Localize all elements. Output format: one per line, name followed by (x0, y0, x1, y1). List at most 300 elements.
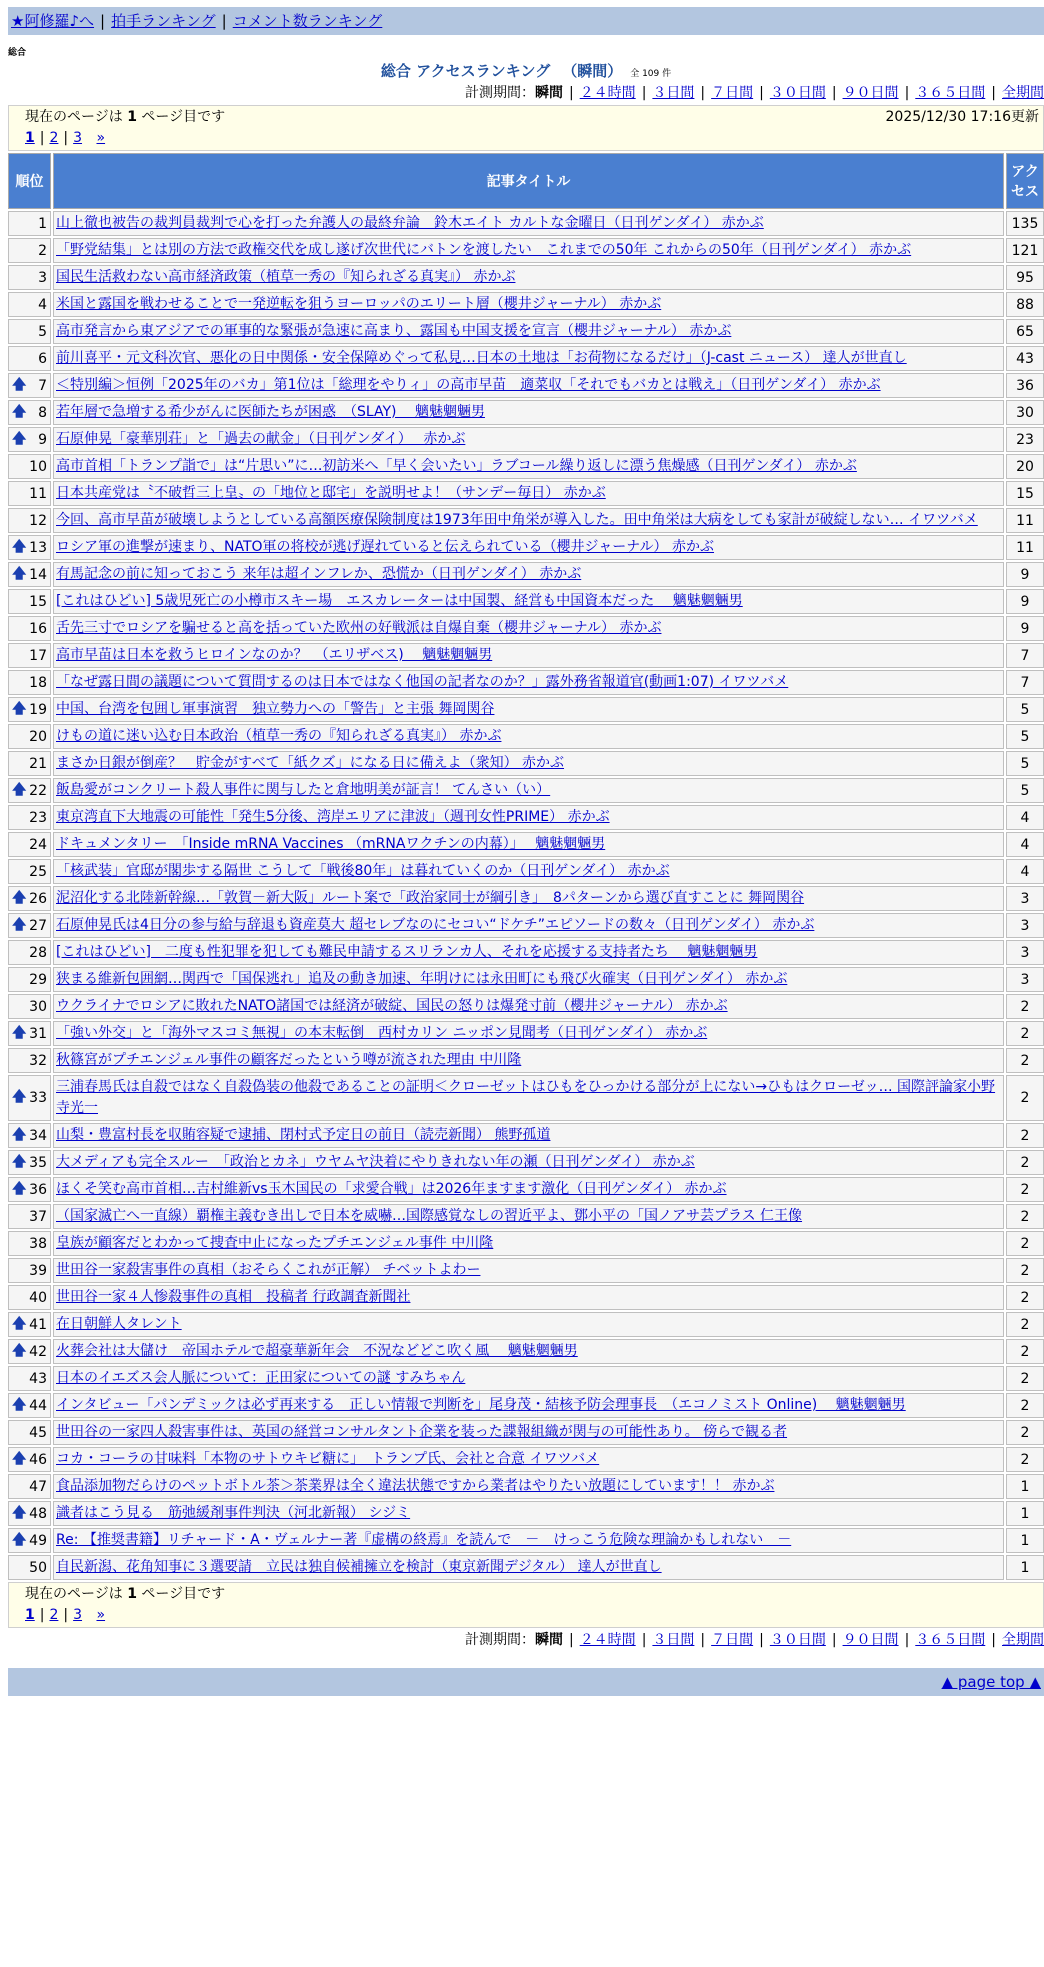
access-count: 2 (1006, 1204, 1044, 1229)
rank-number: 18 (29, 674, 47, 691)
article-link[interactable]: 大メディアも完全スルー 「政治とカネ」ウヤムヤ決着にやりきれない年の瀬（日刊ゲンダイ） 赤かぶ (56, 1154, 695, 1170)
rank-number: 22 (29, 782, 47, 799)
title-header: 記事タイトル (53, 153, 1004, 209)
title-cell (53, 778, 1004, 803)
article-link[interactable]: 在日朝鮮人タレント (56, 1316, 182, 1332)
rank-cell (8, 535, 51, 560)
rank-number: 23 (29, 809, 47, 826)
rank-cell (8, 1366, 51, 1391)
rank-number: 42 (29, 1343, 47, 1360)
pager-top (8, 105, 1044, 151)
article-link[interactable]: 世田谷一家殺害事件の真相（おそらくこれが正解） チベットよわー (56, 1262, 481, 1278)
article-link[interactable]: ドキュメンタリー 「Inside mRNA Vaccines （mRNAワクチンの内幕）」 魑魅魍魎男 (56, 836, 606, 852)
access-count: 2 (1006, 1258, 1044, 1283)
period-link[interactable]: ３６５日間 (915, 85, 986, 101)
rank-number: 48 (29, 1505, 47, 1522)
article-link[interactable]: ほくそ笑む高市首相…吉村維新vs玉木国民の「求愛合戦」は2026年ますます激化（日刊ゲンダイ） 赤かぶ (56, 1181, 727, 1197)
article-link[interactable]: [これはひどい] 5歳児死亡の小樽市スキー場 エスカレーターは中国製、経営も中国資本だった 魑魅魍魎男 (56, 593, 743, 609)
page-link[interactable]: 2 (49, 1607, 59, 1623)
next-page-link[interactable]: » (96, 1607, 106, 1623)
title-cell (53, 1231, 1004, 1256)
page-link[interactable]: 2 (49, 130, 59, 146)
up-arrow-icon: 🡅 (12, 889, 27, 906)
article-link[interactable]: コカ・コーラの甘味料「本物のサトウキビ糖に」 トランプ氏、会社と合意 イワツバメ (56, 1451, 600, 1467)
table-row (8, 508, 1044, 533)
nav-separator: | (100, 12, 106, 30)
article-link[interactable]: 三浦春馬氏は自殺ではなく自殺偽装の他殺であることの証明＜クローゼットはひもをひっかける部分が上にない→ひもはクローゼッ… 国際評論家小野寺光一 (56, 1079, 996, 1116)
article-link[interactable]: ウクライナでロシアに敗れたNATO諸国では経済が破綻、国民の怒りは爆発寸前（櫻井ジャーナル） 赤かぶ (56, 998, 728, 1014)
article-link[interactable]: 火葬会社は大儲け 帝国ホテルで超豪華新年会 不況などどこ吹く風 魑魅魍魎男 (56, 1343, 578, 1359)
article-link[interactable]: 米国と露国を戦わせることで一発逆転を狙うヨーロッパのエリート層（櫻井ジャーナル） 赤かぶ (56, 296, 662, 312)
article-link[interactable]: 食品添加物だらけのペットボトル茶＞茶業界は全く違法状態ですから業者はやりたい放題にしています！！ 赤かぶ (56, 1478, 775, 1494)
article-link[interactable]: インタビュー「パンデミックは必ず再来する 正しい情報で判断を」尾身茂・結核予防会理事長 （エコノミスト Online) 魑魅魍魎男 (56, 1397, 906, 1413)
title-cell (53, 994, 1004, 1019)
title-cell (53, 562, 1004, 587)
title-cell (53, 724, 1004, 749)
rank-header: 順位 (8, 153, 51, 209)
article-link[interactable]: 前川喜平・元文科次官、悪化の日中関係・安全保障めぐって私見…日本の土地は「お荷物になるだけ」（J-cast ニュース） 達人が世直し (56, 350, 907, 366)
period-label: 計測期間： (464, 85, 535, 101)
article-link[interactable]: 高市早苗は日本を救うヒロインなのか？ （エリザベス) 魑魅魍魎男 (56, 647, 493, 663)
pager-prefix: 現在のページは (25, 1586, 123, 1602)
rank-cell (8, 670, 51, 695)
rank-number: 2 (38, 242, 47, 259)
title-cell (53, 1285, 1004, 1310)
table-row (8, 589, 1044, 614)
table-row (8, 751, 1044, 776)
rank-number: 47 (29, 1478, 47, 1495)
table-row (8, 1285, 1044, 1310)
access-count: 9 (1006, 616, 1044, 641)
rank-cell (8, 724, 51, 749)
title-cell (53, 319, 1004, 344)
page (8, 7, 1044, 1696)
current-page: 1 (127, 1586, 137, 1602)
article-link[interactable]: けもの道に迷い込む日本政治（植草一秀の『知られざる真実』） 赤かぶ (56, 728, 502, 744)
title-cell (53, 589, 1004, 614)
table-row (8, 211, 1044, 236)
period-separator: | (904, 1632, 910, 1648)
rank-cell (8, 832, 51, 857)
period-current: 瞬間 (534, 1632, 563, 1648)
rank-number: 41 (29, 1316, 47, 1333)
up-arrow-icon: 🡅 (12, 916, 27, 933)
rank-number: 40 (29, 1289, 47, 1306)
article-link[interactable]: 狭まる維新包囲網…関西で「国保逃れ」追及の動き加速、年明けには永田町にも飛び火確実（日刊ゲンダイ） 赤かぶ (56, 971, 788, 987)
up-arrow-icon: 🡅 (12, 1089, 27, 1105)
rank-cell (8, 940, 51, 965)
rank-cell (8, 373, 51, 398)
table-row (8, 994, 1044, 1019)
pager-bottom (8, 1582, 1044, 1628)
pager-suffix: ページ目です (141, 1586, 226, 1602)
page-link[interactable]: 1 (25, 1607, 35, 1623)
article-link[interactable]: 「核武装」官邸が閣歩する隔世 こうして「戦後80年」は暮れていくのか（日刊ゲンダイ） 赤かぶ (56, 863, 670, 879)
access-count: 2 (1006, 1339, 1044, 1364)
period-link[interactable]: 全期間 (1002, 1632, 1044, 1648)
ranking-body (8, 211, 1044, 1580)
title-cell (53, 697, 1004, 722)
article-link[interactable]: 飯島愛がコンクリート殺人事件に関与したと倉地明美が証言！ てんさい（い） (56, 782, 551, 798)
title-cell (53, 373, 1004, 398)
table-row (8, 1231, 1044, 1256)
access-count: 4 (1006, 805, 1044, 830)
home-link[interactable]: ★阿修羅♪へ (11, 12, 95, 30)
title-cell (53, 1393, 1004, 1418)
period-link[interactable]: ７日間 (711, 1632, 754, 1648)
title-cell (53, 670, 1004, 695)
pager-status (25, 106, 1043, 128)
rank-cell (8, 454, 51, 479)
rank-cell (8, 589, 51, 614)
access-count: 11 (1006, 508, 1044, 533)
table-row (8, 1501, 1044, 1526)
table-row (8, 454, 1044, 479)
rank-number: 12 (29, 512, 47, 529)
access-count: 1 (1006, 1474, 1044, 1499)
article-link[interactable]: 世田谷の一家四人殺害事件は、英国の経営コンサルタント企業を装った諜報組織が関与の可能性あり。 傍らで観る者 (56, 1424, 788, 1440)
article-link[interactable]: 山梨・豊富村長を収賄容疑で逮捕、閉村式予定日の前日（読売新聞） 熊野孤道 (56, 1127, 551, 1143)
up-arrow-icon: 🡅 (12, 781, 27, 798)
rank-number: 39 (29, 1262, 47, 1279)
table-row (8, 1123, 1044, 1148)
up-arrow-icon: 🡅 (12, 565, 27, 582)
rank-cell (8, 292, 51, 317)
rank-cell (8, 1231, 51, 1256)
title-cell (53, 832, 1004, 857)
nav-separator: | (221, 12, 227, 30)
period-link[interactable]: 全期間 (1002, 85, 1044, 101)
pager-status (25, 1583, 1043, 1605)
access-count: 3 (1006, 967, 1044, 992)
rank-number: 4 (38, 296, 47, 313)
period-link[interactable]: ３０日間 (769, 1632, 826, 1648)
access-count: 15 (1006, 481, 1044, 506)
period-separator: | (759, 1632, 764, 1648)
period-link[interactable]: ３日間 (652, 1632, 695, 1648)
article-link[interactable]: ロシア軍の進撃が速まり、NATO軍の将校が逃げ遅れていると伝えられている（櫻井ジャーナル） 赤かぶ (56, 539, 715, 555)
table-row (8, 1021, 1044, 1046)
title-cell (53, 1123, 1004, 1148)
rank-cell (8, 751, 51, 776)
up-arrow-icon: 🡅 (12, 1450, 27, 1467)
period-link[interactable]: ９０日間 (842, 1632, 899, 1648)
access-count: 121 (1006, 238, 1044, 263)
up-arrow-icon: 🡅 (12, 1342, 27, 1359)
title-cell (53, 1366, 1004, 1391)
period-separator: | (759, 85, 764, 101)
page-top-link[interactable]: ▲ page top ▲ (941, 1673, 1041, 1691)
access-count: 3 (1006, 940, 1044, 965)
rank-number: 45 (29, 1424, 47, 1441)
page-separator: | (63, 130, 69, 146)
rank-number: 49 (29, 1532, 47, 1549)
article-link[interactable]: 山上徹也被告の裁判員裁判で心を打った弁護人の最終弁論 鈴木エイト カルトな金曜日（日刊ゲンダイ） 赤かぶ (56, 215, 764, 231)
table-row (8, 913, 1044, 938)
rank-cell (8, 643, 51, 668)
up-arrow-icon: 🡅 (12, 1024, 27, 1041)
article-link[interactable]: 「なぜ露日間の議題について質問するのは日本ではなく他国の記者なのか？」露外務省報道官(動画1:07) イワツバメ (56, 674, 789, 690)
rank-number: 14 (29, 566, 47, 583)
current-page: 1 (127, 109, 137, 125)
rank-number: 10 (29, 458, 47, 475)
period-link[interactable]: ２４時間 (579, 1632, 636, 1648)
rank-cell (8, 1021, 51, 1046)
rank-cell (8, 1447, 51, 1472)
article-link[interactable]: 石原伸晃氏は4日分の参与給与辞退も資産莫大 超セレブなのにセコい“ドケチ”エピソードの数々（日刊ゲンダイ） 赤かぶ (56, 917, 815, 933)
article-link[interactable]: 泥沼化する北陸新幹線…「敦賀－新大阪」ルート案で「政治家同士が綱引き」 8パターンから選び直すことに 舞岡関谷 (56, 890, 805, 906)
rank-number: 44 (29, 1397, 47, 1414)
table-row (8, 967, 1044, 992)
article-link[interactable]: 皇族が顧客だとわかって捜査中止になったプチエンジェル事件 中川隆 (56, 1235, 494, 1251)
access-count: 2 (1006, 1123, 1044, 1148)
table-row (8, 1420, 1044, 1445)
page-link[interactable]: 3 (73, 1607, 83, 1623)
period-link[interactable]: ３日間 (652, 85, 695, 101)
period-separator: | (700, 85, 706, 101)
access-count: 2 (1006, 1366, 1044, 1391)
rank-number: 7 (38, 377, 47, 394)
title-cell (53, 1204, 1004, 1229)
rank-cell (8, 1339, 51, 1364)
period-link[interactable]: ３６５日間 (915, 1632, 986, 1648)
article-link[interactable]: Re: 【推奨書籍】リチャード・A・ヴェルナー著『虚構の終焉』を読んで － けっこう危険な理論かもしれない － (56, 1532, 792, 1548)
period-link[interactable]: ２４時間 (579, 85, 636, 101)
access-count: 36 (1006, 373, 1044, 398)
page-link[interactable]: 1 (25, 130, 35, 146)
access-count: 2 (1006, 1021, 1044, 1046)
article-link[interactable]: 識者はこう見る 筋弛緩剤事件判決（河北新報） シジミ (56, 1505, 411, 1521)
period-separator: | (831, 85, 837, 101)
rank-cell (8, 859, 51, 884)
rank-cell (8, 1150, 51, 1175)
title-cell (53, 751, 1004, 776)
title-cell (53, 1474, 1004, 1499)
table-row (8, 481, 1044, 506)
title-cell (53, 265, 1004, 290)
period-separator: | (641, 85, 647, 101)
table-row (8, 859, 1044, 884)
rank-cell (8, 1048, 51, 1073)
title-mode: （瞬間） (562, 62, 623, 80)
rank-cell (8, 1075, 51, 1121)
title-cell (53, 616, 1004, 641)
up-arrow-icon: 🡅 (12, 1180, 27, 1197)
access-count: 2 (1006, 1048, 1044, 1073)
table-row (8, 1258, 1044, 1283)
period-selector (8, 1628, 1044, 1652)
rank-number: 35 (29, 1154, 47, 1171)
table-row (8, 643, 1044, 668)
article-link[interactable]: 「野党結集」とは別の方法で政権交代を成し遂げ次世代にバトンを渡したい これまでの50年 これからの50年（日刊ゲンダイ） 赤かぶ (56, 242, 912, 258)
period-link[interactable]: ３０日間 (769, 85, 826, 101)
access-count: 2 (1006, 1231, 1044, 1256)
up-arrow-icon: 🡅 (12, 1153, 27, 1170)
table-row (8, 778, 1044, 803)
access-count: 3 (1006, 886, 1044, 911)
comment-ranking-link[interactable]: コメント数ランキング (232, 12, 383, 30)
rank-cell (8, 1555, 51, 1580)
title-cell (53, 859, 1004, 884)
article-link[interactable]: 国民生活救わない高市経済政策（植草一秀の『知られざる真実』） 赤かぶ (56, 269, 516, 285)
rank-number: 8 (38, 404, 47, 421)
access-count: 23 (1006, 427, 1044, 452)
article-link[interactable]: 中国、台湾を包囲し軍事演習 独立勢力への「警告」と主張 舞岡関谷 (56, 701, 495, 717)
table-header-row (8, 153, 1044, 209)
table-row (8, 265, 1044, 290)
article-link[interactable]: ＜特別編＞恒例「2025年のバカ」第1位は「総理をやりィ」の高市早苗 適菜収「それでもバカとは戦え」（日刊ゲンダイ） 赤かぶ (56, 377, 881, 393)
rank-cell (8, 427, 51, 452)
rank-cell (8, 481, 51, 506)
up-arrow-icon: 🡅 (12, 376, 27, 393)
article-link[interactable]: 高市首相「トランプ詣で」は“片思い”に…初訪米へ「早く会いたい」ラブコール繰り返しに漂う焦燥感（日刊ゲンダイ） 赤かぶ (56, 458, 857, 474)
rank-cell (8, 697, 51, 722)
up-arrow-icon: 🡅 (12, 1531, 27, 1548)
table-row (8, 535, 1044, 560)
rank-cell (8, 211, 51, 236)
period-separator: | (991, 85, 996, 101)
rank-number: 16 (29, 620, 47, 637)
title-cell (53, 1339, 1004, 1364)
rank-cell (8, 913, 51, 938)
article-link[interactable]: 自民新潟、花角知事に３選要請 立民は独自候補擁立を検討（東京新聞デジタル） 達人が世直し (56, 1559, 662, 1575)
article-link[interactable]: 日本共産党は〝不破哲三上皇〟の「地位と邸宅」を説明せよ！（サンデー毎日） 赤かぶ (56, 485, 606, 501)
access-count: 5 (1006, 724, 1044, 749)
article-link[interactable]: 若年層で急増する希少がんに医師たちが困惑 （SLAY) 魑魅魍魎男 (56, 404, 485, 420)
title-cell (53, 805, 1004, 830)
access-count: 2 (1006, 1075, 1044, 1121)
table-row (8, 562, 1044, 587)
rank-number: 37 (29, 1208, 47, 1225)
rank-cell (8, 1177, 51, 1202)
table-row (8, 832, 1044, 857)
table-row (8, 1177, 1044, 1202)
rank-cell (8, 508, 51, 533)
access-count: 20 (1006, 454, 1044, 479)
access-count: 5 (1006, 778, 1044, 803)
rank-number: 24 (29, 836, 47, 853)
rank-cell (8, 616, 51, 641)
article-link[interactable]: [これはひどい] 二度も性犯罪を犯しても難民申請するスリランカ人、それを応援する支持者たち 魑魅魍魎男 (56, 944, 758, 960)
rank-cell (8, 778, 51, 803)
rank-cell (8, 319, 51, 344)
rank-number: 29 (29, 971, 47, 988)
table-row (8, 238, 1044, 263)
rank-number: 1 (38, 215, 47, 232)
up-arrow-icon: 🡅 (12, 430, 27, 447)
rank-number: 9 (38, 431, 47, 448)
rank-number: 32 (29, 1052, 47, 1069)
rank-number: 17 (29, 647, 47, 664)
article-link[interactable]: 石原伸晃「豪華別荘」と「過去の献金」（日刊ゲンダイ） 赤かぶ (56, 431, 466, 447)
access-count: 7 (1006, 670, 1044, 695)
title-cell (53, 1528, 1004, 1553)
article-link[interactable]: 今回、高市早苗が破壊しようとしている高額医療保険制度は1973年田中角栄が導入した。田中角栄は大病をしても家計が破綻しない… イワツバメ (56, 512, 978, 528)
table-row (8, 724, 1044, 749)
rank-number: 26 (29, 890, 47, 907)
title-cell (53, 508, 1004, 533)
table-row (8, 1447, 1044, 1472)
period-separator: | (991, 1632, 996, 1648)
access-header: アクセス (1006, 153, 1044, 209)
article-link[interactable]: 舌先三寸でロシアを騙せると高を括っていた欧州の好戦派は自爆自棄（櫻井ジャーナル） 赤かぶ (56, 620, 662, 636)
next-page-link[interactable]: » (96, 130, 106, 146)
up-arrow-icon: 🡅 (12, 403, 27, 420)
article-link[interactable]: 世田谷一家４人惨殺事件の真相 投稿者 行政調査新聞社 (56, 1289, 411, 1305)
page-separator: | (63, 1607, 69, 1623)
table-row (8, 697, 1044, 722)
rank-cell (8, 238, 51, 263)
article-link[interactable]: 高市発言から東アジアでの軍事的な緊張が急速に高まり、露国も中国支援を宣言（櫻井ジャーナル） 赤かぶ (56, 323, 732, 339)
access-count: 2 (1006, 994, 1044, 1019)
article-link[interactable]: 「強い外交」と「海外マスコミ無視」の本末転倒 西村カリン ニッポン見聞考（日刊ゲンダイ） 赤かぶ (56, 1025, 708, 1041)
page-link[interactable]: 3 (73, 130, 83, 146)
period-current: 瞬間 (534, 85, 563, 101)
up-arrow-icon: 🡅 (12, 538, 27, 555)
up-arrow-icon: 🡅 (12, 1126, 27, 1143)
title-cell (53, 1501, 1004, 1526)
pager-suffix: ページ目です (141, 109, 226, 125)
rank-cell (8, 1312, 51, 1337)
article-link[interactable]: 有馬記念の前に知っておこう 来年は超インフレか、恐慌か（日刊ゲンダイ） 赤かぶ (56, 566, 582, 582)
title-cell (53, 1258, 1004, 1283)
period-link[interactable]: ９０日間 (842, 85, 899, 101)
article-link[interactable]: 東京湾直下大地震の可能性「発生5分後、湾岸エリアに津波」（週刊女性PRIME） 赤かぶ (56, 809, 610, 825)
rank-cell (8, 1474, 51, 1499)
rank-cell (8, 400, 51, 425)
table-row (8, 346, 1044, 371)
up-arrow-icon: 🡅 (12, 1315, 27, 1332)
clap-ranking-link[interactable]: 拍手ランキング (111, 12, 216, 30)
article-link[interactable]: 日本のイエズス会人脈について：正田家についての謎 すみちゃん (56, 1370, 466, 1386)
access-count: 11 (1006, 535, 1044, 560)
rank-number: 15 (29, 593, 47, 610)
title-cell (53, 238, 1004, 263)
table-row (8, 1075, 1044, 1121)
rank-number: 3 (38, 269, 47, 286)
table-row (8, 292, 1044, 317)
rank-number: 50 (29, 1559, 47, 1576)
access-count: 9 (1006, 589, 1044, 614)
up-arrow-icon: 🡅 (12, 1504, 27, 1521)
article-link[interactable]: 秋篠宮がプチエンジェル事件の顧客だったという噂が流された理由 中川隆 (56, 1052, 522, 1068)
access-count: 1 (1006, 1555, 1044, 1580)
title-cell (53, 643, 1004, 668)
page-links (25, 1605, 1043, 1627)
rank-number: 19 (29, 701, 47, 718)
title-cell (53, 913, 1004, 938)
title-cell (53, 346, 1004, 371)
access-count: 88 (1006, 292, 1044, 317)
title-cell (53, 1150, 1004, 1175)
article-link[interactable]: まさか日銀が倒産？ 貯金がすべて「紙クズ」になる日に備えよ（衆知） 赤かぶ (56, 755, 565, 771)
rank-cell (8, 1420, 51, 1445)
title-cell (53, 1447, 1004, 1472)
period-separator: | (700, 1632, 706, 1648)
access-count: 30 (1006, 400, 1044, 425)
ranking-table (6, 151, 1044, 1582)
period-link[interactable]: ７日間 (711, 85, 754, 101)
access-count: 2 (1006, 1312, 1044, 1337)
table-row (8, 1393, 1044, 1418)
rank-cell (8, 1501, 51, 1526)
article-link[interactable]: （国家滅亡へ一直線）覇権主義むき出しで日本を威嚇…国際感覚なしの習近平よ、鄧小平の「国ノアサ芸プラス 仁王像 (56, 1208, 803, 1224)
access-count: 2 (1006, 1177, 1044, 1202)
page-separator: | (39, 1607, 45, 1623)
rank-cell (8, 886, 51, 911)
rank-number: 34 (29, 1127, 47, 1144)
table-row (8, 1204, 1044, 1229)
